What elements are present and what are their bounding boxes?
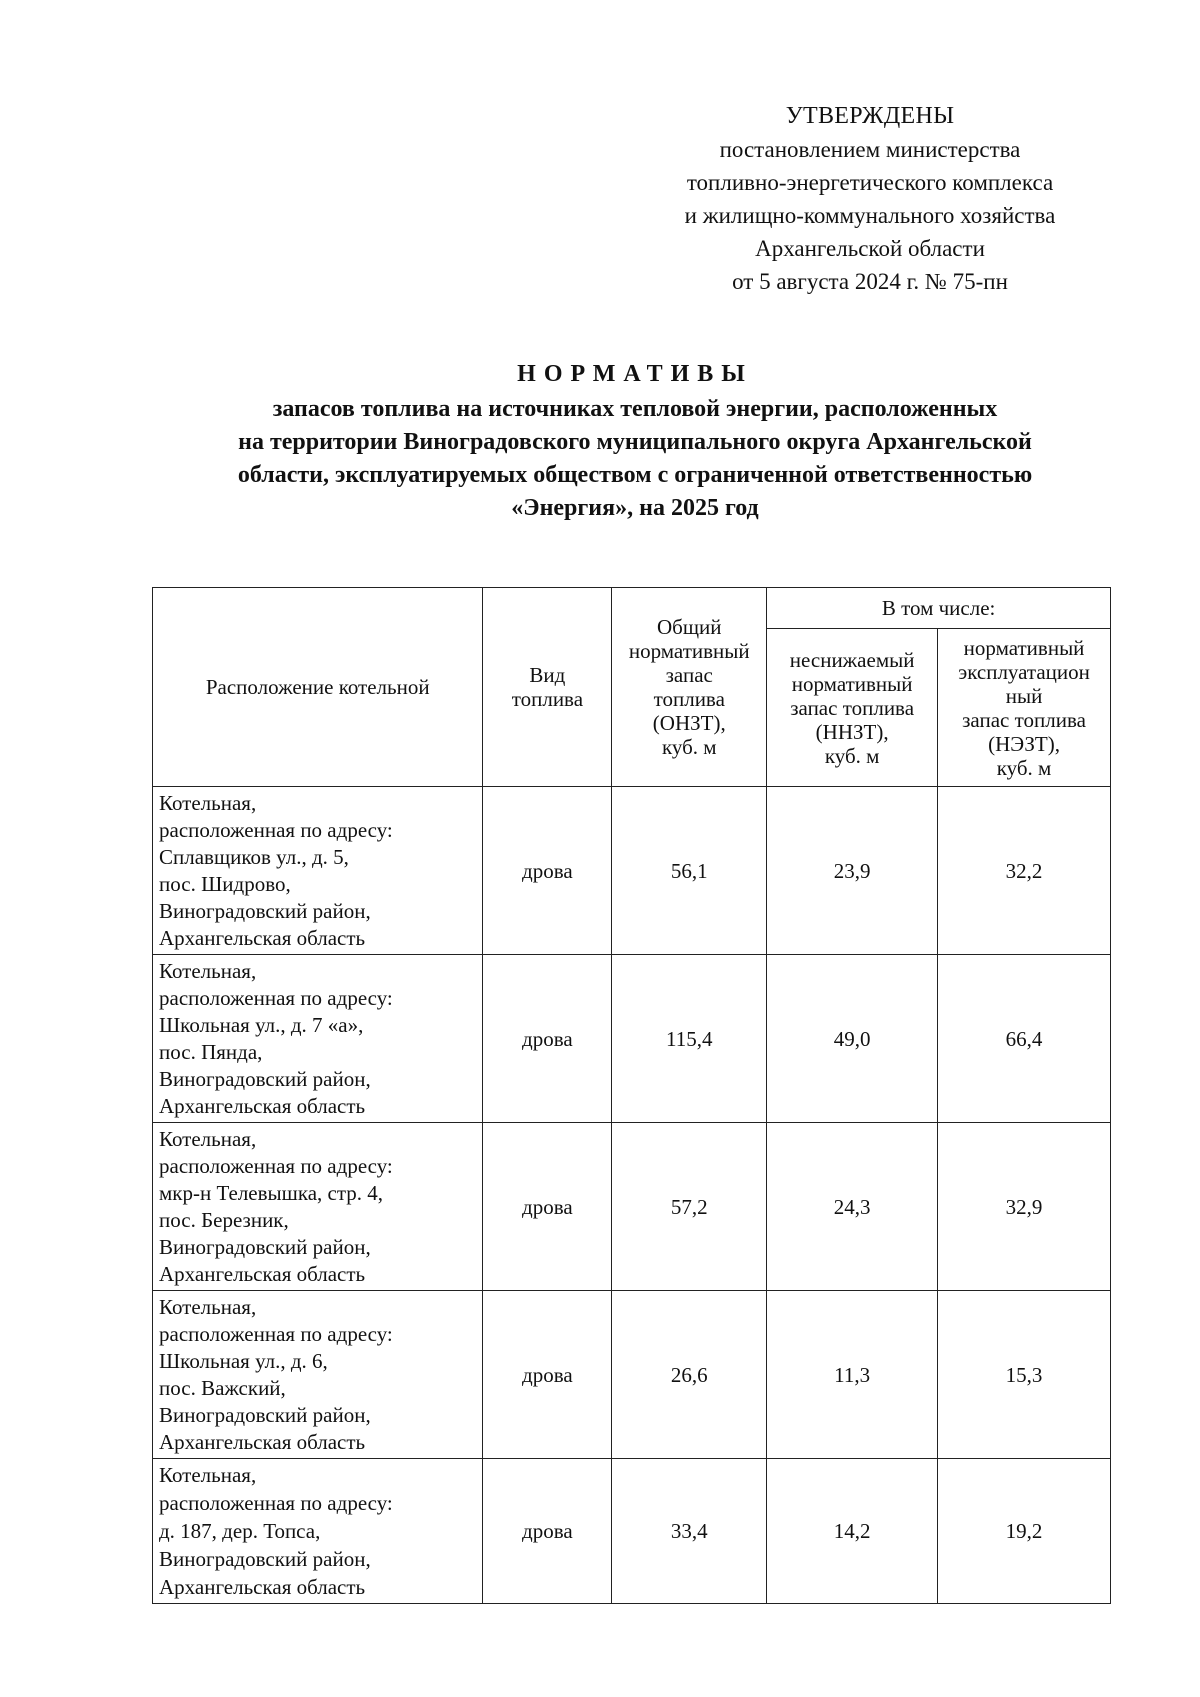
header-total-reserve: Общий нормативный запас топлива (ОНЗТ), куб. м [612, 588, 767, 787]
cell-nnzt: 11,3 [767, 1291, 938, 1459]
cell-location: Котельная, расположенная по адресу: Школьная ул., д. 6, пос. Важский, Виноградовский район, Архангельская область [153, 1291, 483, 1459]
cell-nnzt: 24,3 [767, 1123, 938, 1291]
cell-fuel: дрова [483, 1291, 612, 1459]
cell-total: 56,1 [612, 787, 767, 955]
cell-total: 33,4 [612, 1459, 767, 1604]
cell-fuel: дрова [483, 1459, 612, 1604]
cell-location: Котельная, расположенная по адресу: Сплавщиков ул., д. 5, пос. Шидрово, Виноградовский район, Архангельская область [153, 787, 483, 955]
table-row [153, 1459, 1111, 1604]
header-nezt: нормативный эксплуатацион ный запас топлива (НЭЗТ), куб. м [938, 629, 1111, 787]
document-subtitle-line: области, эксплуатируемых обществом с ограниченной ответственностью [237, 462, 1033, 488]
approval-stamp [570, 100, 1170, 298]
document-title: НОРМАТИВЫ [517, 361, 753, 387]
cell-total: 115,4 [612, 955, 767, 1123]
cell-location: Котельная, расположенная по адресу: мкр-н Телевышка, стр. 4, пос. Березник, Виноградовский район, Архангельская область [153, 1123, 483, 1291]
cell-nezt: 32,2 [938, 787, 1111, 955]
cell-fuel: дрова [483, 955, 612, 1123]
approval-line: топливно-энергетического комплекса [686, 170, 1054, 195]
cell-nezt: 32,9 [938, 1123, 1111, 1291]
table-row [153, 787, 1111, 955]
fuel-norms-table [152, 587, 1111, 1604]
table-row [153, 1123, 1111, 1291]
cell-location: Котельная, расположенная по адресу: д. 187, дер. Топса, Виноградовский район, Архангельская область [153, 1459, 483, 1604]
header-location: Расположение котельной [153, 588, 483, 787]
cell-nnzt: 14,2 [767, 1459, 938, 1604]
table-row [153, 955, 1111, 1123]
header-including: В том числе: [767, 588, 1111, 629]
cell-fuel: дрова [483, 1123, 612, 1291]
cell-nnzt: 49,0 [767, 955, 938, 1123]
cell-nezt: 19,2 [938, 1459, 1111, 1604]
cell-nezt: 15,3 [938, 1291, 1111, 1459]
cell-nezt: 66,4 [938, 955, 1111, 1123]
header-nnzt: неснижаемый нормативный запас топлива (ННЗТ), куб. м [767, 629, 938, 787]
document-title-block [120, 358, 1150, 525]
cell-fuel: дрова [483, 787, 612, 955]
table-row [153, 1291, 1111, 1459]
cell-location: Котельная, расположенная по адресу: Школьная ул., д. 7 «а», пос. Пянда, Виноградовский район, Архангельская область [153, 955, 483, 1123]
approval-line: Архангельской области [755, 236, 985, 261]
document-subtitle-line: «Энергия», на 2025 год [511, 495, 759, 521]
cell-nnzt: 23,9 [767, 787, 938, 955]
header-fuel-type: Вид топлива [483, 588, 612, 787]
cell-total: 57,2 [612, 1123, 767, 1291]
approval-line: и жилищно-коммунального хозяйства [684, 203, 1056, 228]
approval-heading: УТВЕРЖДЕНЫ [785, 103, 955, 129]
document-subtitle-line: на территории Виноградовского муниципального округа Архангельской [238, 429, 1032, 455]
cell-total: 26,6 [612, 1291, 767, 1459]
document-subtitle-line: запасов топлива на источниках тепловой энергии, расположенных [272, 396, 998, 422]
approval-line: постановлением министерства [719, 137, 1021, 162]
approval-date-line: от 5 августа 2024 г. № 75-пн [732, 269, 1008, 294]
